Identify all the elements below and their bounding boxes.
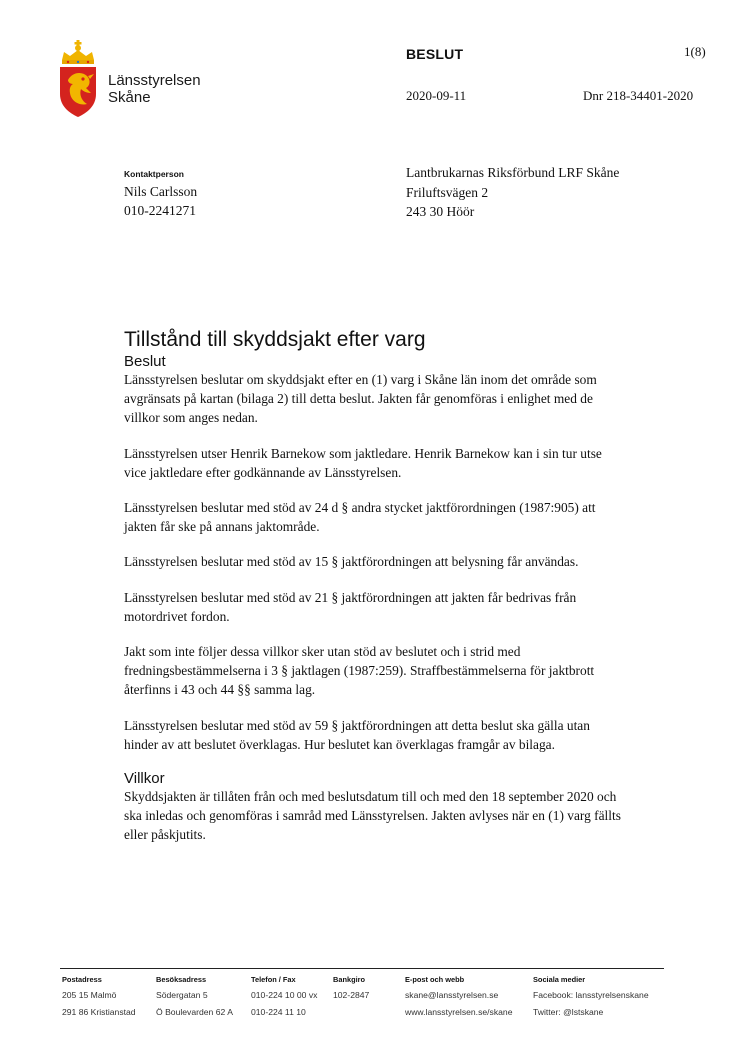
paragraph-vehicle: Länsstyrelsen beslutar med stöd av 21 § jaktförordningen att jakten får bedrivas från motordrivet fordon. [124, 589, 577, 624]
paragraph-appeal: Länsstyrelsen beslutar med stöd av 59 § jaktförordningen att detta beslut ska gälla utan hinder av att beslutet överklagas. Hur beslutet kan överklagas framgår av bilaga. [124, 717, 590, 752]
footer-twitter: Twitter: @lstskane [533, 1006, 604, 1017]
footer-sociala-heading: Sociala medier [533, 975, 586, 984]
footer-telefon-heading: Telefon / Fax [251, 975, 296, 984]
recipient-address [406, 163, 619, 222]
paragraph-hunting-area: Länsstyrelsen beslutar med stöd av 24 d § andra stycket jaktförordningen (1987:905) att jakten får ske på annans jaktområde. [124, 500, 596, 535]
paragraph-penalties: Jakt som inte följer dessa villkor sker utan stöd av beslutet och i strid med fredningsbestämmelserna i 3 § jaktlagen (1987:259). Straffbestämmelserna för jaktbrott återfinns i 43 och 44 §§ samma lag. [124, 644, 595, 698]
paragraph-hunt-leader: Länsstyrelsen utser Henrik Barnekow som jaktledare. Henrik Barnekow kan i sin tur utse vice jaktledare efter godkännande av Länsstyrelsen. [124, 445, 602, 480]
footer-bankgiro-line1: 102-2847 [333, 990, 370, 1000]
paragraph-lighting: Länsstyrelsen beslutar med stöd av 15 § jaktförordningen att belysning får användas. [124, 554, 579, 570]
footer-divider [60, 968, 664, 969]
footer-besoksadress-line2: Ö Boulevarden 62 A [156, 1006, 233, 1017]
footer-besoksadress-heading: Besöksadress [156, 975, 207, 984]
crown-icon [62, 40, 94, 64]
footer-postadress-heading: Postadress [62, 975, 102, 984]
document-date: 2020-09-11 [406, 88, 467, 103]
footer-epost-heading: E-post och webb [405, 975, 465, 984]
footer-sociala-medier [533, 974, 649, 1020]
logo-text [108, 72, 201, 106]
footer-bankgiro-heading: Bankgiro [333, 975, 366, 984]
footer-bankgiro [333, 974, 369, 1004]
main-content [124, 327, 624, 861]
footer-telefon-line2: 010-224 11 10 [251, 1006, 306, 1017]
footer-epost [405, 974, 512, 1020]
shield-icon [60, 67, 96, 117]
footer-postadress-line1: 205 15 Malmö [62, 990, 117, 1000]
footer-email: skane@lansstyrelsen.se [405, 990, 499, 1000]
logo-line-lansstyrelsen: Länsstyrelsen [108, 72, 201, 89]
footer-facebook: Facebook: lansstyrelsenskane [533, 990, 649, 1000]
document-title: Tillstånd till skyddsjakt efter varg [124, 328, 426, 351]
footer-telefon [251, 974, 317, 1020]
contact-block [124, 168, 197, 220]
heading-villkor: Villkor [124, 770, 165, 788]
recipient-street: Friluftsvägen 2 [406, 184, 489, 200]
page-number: 1(8) [684, 44, 706, 59]
paragraph-conditions: Skyddsjakten är tillåten från och med beslutsdatum till och med den 18 september 2020 och ska inledas och genomföras i samråd med Länsstyrelsen. Jakten avlyses när en (1) varg fällts eller påskjutits. [124, 789, 621, 843]
logo-line-skane: Skåne [108, 89, 151, 106]
footer-postadress [62, 974, 136, 1020]
recipient-postcode-city: 243 30 Höör [406, 204, 475, 219]
footer-besoksadress [156, 974, 233, 1020]
footer-website: www.lansstyrelsen.se/skane [405, 1006, 513, 1017]
heading-beslut: Beslut [124, 353, 166, 370]
contact-name: Nils Carlsson [124, 184, 198, 199]
footer-postadress-line2: 291 86 Kristianstad [62, 1006, 136, 1017]
footer-telefon-line1: 010-224 10 00 vx [251, 990, 318, 1000]
paragraph-decision-hunt: Länsstyrelsen beslutar om skyddsjakt efter en (1) varg i Skåne län inom det område som avgränsats på kartan (bilaga 2) till detta beslut. Jakten får genomföras i enlighet med de villkor som anges nedan. [124, 372, 597, 426]
footer-besoksadress-line1: Södergatan 5 [156, 990, 208, 1000]
lansstyrelsen-skane-logo [58, 40, 98, 118]
recipient-name: Lantbrukarnas Riksförbund LRF Skåne [406, 165, 620, 180]
document-type: BESLUT [406, 46, 464, 62]
diarienummer: Dnr 218-34401-2020 [583, 88, 694, 103]
contact-label: Kontaktperson [124, 169, 184, 179]
contact-phone: 010-2241271 [124, 203, 196, 218]
